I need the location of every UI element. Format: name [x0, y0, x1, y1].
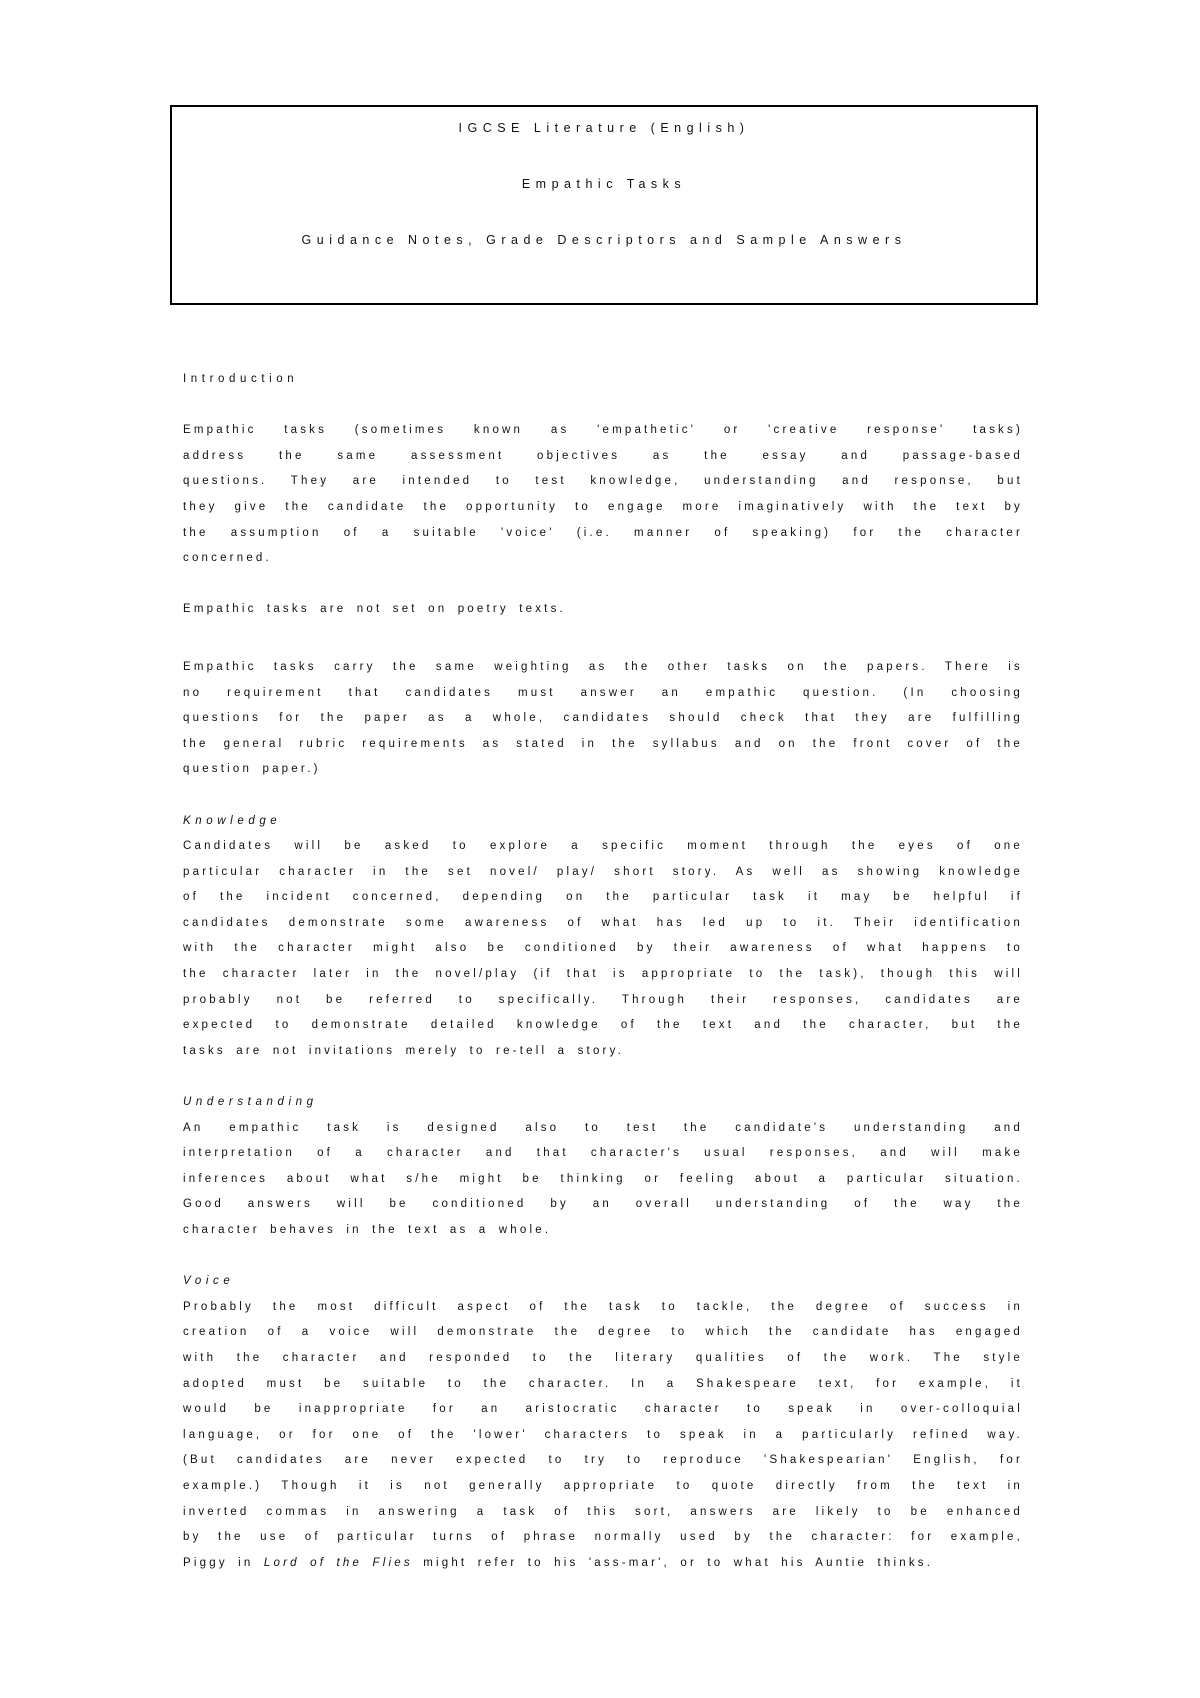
- text-line: question paper.): [183, 763, 321, 776]
- text-line: by the use of particular turns of phrase normally used by the character: for example,: [183, 1531, 1023, 1544]
- text-fragment: might refer to his 'ass-mar', or to what his Auntie thinks.: [412, 1556, 934, 1569]
- intro-paragraph-2: [183, 597, 1023, 623]
- text-line: with the character might also be conditioned by their awareness of what happens to: [183, 942, 1023, 955]
- text-line: expected to demonstrate detailed knowledge of the text and the character, but the: [183, 1019, 1023, 1032]
- text-line: example.) Though it is not generally appropriate to quote directly from the text in: [183, 1479, 1023, 1492]
- document-body: [183, 367, 1023, 1576]
- section-heading-knowledge: Knowledge: [183, 814, 282, 827]
- understanding-paragraph: [183, 1116, 1023, 1244]
- text-line: creation of a voice will demonstrate the degree to which the candidate has engaged: [183, 1326, 1023, 1339]
- text-line: address the same assessment objectives as the essay and passage-based: [183, 449, 1023, 462]
- book-title: Lord of the Flies: [263, 1556, 413, 1569]
- text-line: character behaves in the text as a whole.: [183, 1224, 552, 1236]
- voice-paragraph: [183, 1295, 1023, 1577]
- document-title: IGCSE Literature (English): [458, 121, 750, 135]
- intro-paragraph-1: [183, 418, 1023, 572]
- text-line: questions for the paper as a whole, candidates should check that they are fulfilling: [183, 712, 1023, 725]
- intro-paragraph-3: [183, 655, 1023, 783]
- text-line: interpretation of a character and that character's usual responses, and will make: [183, 1147, 1023, 1160]
- text-line: inferences about what s/he might be thinking or feeling about a particular situation.: [183, 1172, 1023, 1185]
- text-line: questions. They are intended to test knowledge, understanding and response, but: [183, 475, 1023, 488]
- text-line: concerned.: [183, 552, 272, 565]
- text-line: Empathic tasks carry the same weighting as the other tasks on the papers. There is: [183, 660, 1023, 673]
- text-line: Empathic tasks are not set on poetry texts.: [183, 603, 566, 616]
- knowledge-paragraph: [183, 834, 1023, 1064]
- section-heading-voice: Voice: [183, 1275, 235, 1288]
- section-heading-understanding: Understanding: [183, 1096, 318, 1109]
- text-line: (But candidates are never expected to try to reproduce 'Shakespearian' English, for: [183, 1454, 1023, 1467]
- text-line: the character later in the novel/play (if that is appropriate to the task), though this will: [183, 968, 1023, 981]
- text-line: adopted must be suitable to the character. In a Shakespeare text, for example, it: [183, 1377, 1023, 1390]
- text-line: Candidates will be asked to explore a specific moment through the eyes of one: [183, 840, 1023, 853]
- text-line: the general rubric requirements as stated in the syllabus and on the front cover of the: [183, 737, 1023, 750]
- section-heading-introduction: Introduction: [183, 373, 299, 385]
- document-description: Guidance Notes, Grade Descriptors and Sample Answers: [301, 233, 907, 247]
- text-line: would be inappropriate for an aristocratic character to speak in over-colloquial: [183, 1403, 1023, 1416]
- text-line: probably not be referred to specifically. Through their responses, candidates are: [183, 993, 1023, 1006]
- text-line: they give the candidate the opportunity to engage more imaginatively with the text by: [183, 500, 1023, 513]
- text-line: Empathic tasks (sometimes known as 'empathetic' or 'creative response' tasks): [183, 424, 1023, 437]
- text-line: candidates demonstrate some awareness of what has led up to it. Their identification: [183, 916, 1023, 929]
- text-line: [183, 1551, 1023, 1577]
- text-line: Probably the most difficult aspect of the task to tackle, the degree of success in: [183, 1300, 1023, 1313]
- text-fragment: Piggy in: [183, 1556, 264, 1569]
- text-line: Good answers will be conditioned by an overall understanding of the way the: [183, 1198, 1023, 1211]
- text-line: An empathic task is designed also to test the candidate's understanding and: [183, 1121, 1023, 1134]
- title-box: [170, 105, 1038, 305]
- text-line: language, or for one of the 'lower' characters to speak in a particularly refined way.: [183, 1428, 1023, 1441]
- text-line: the assumption of a suitable 'voice' (i.e. manner of speaking) for the character: [183, 526, 1023, 539]
- text-line: of the incident concerned, depending on the particular task it may be helpful if: [183, 891, 1023, 904]
- document-subtitle: Empathic Tasks: [521, 177, 687, 191]
- text-line: inverted commas in answering a task of this sort, answers are likely to be enhanced: [183, 1505, 1023, 1518]
- text-line: particular character in the set novel/ play/ short story. As well as showing knowledge: [183, 865, 1023, 878]
- text-line: tasks are not invitations merely to re-tell a story.: [183, 1044, 625, 1057]
- text-line: with the character and responded to the literary qualities of the work. The style: [183, 1351, 1023, 1364]
- text-line: no requirement that candidates must answer an empathic question. (In choosing: [183, 686, 1023, 699]
